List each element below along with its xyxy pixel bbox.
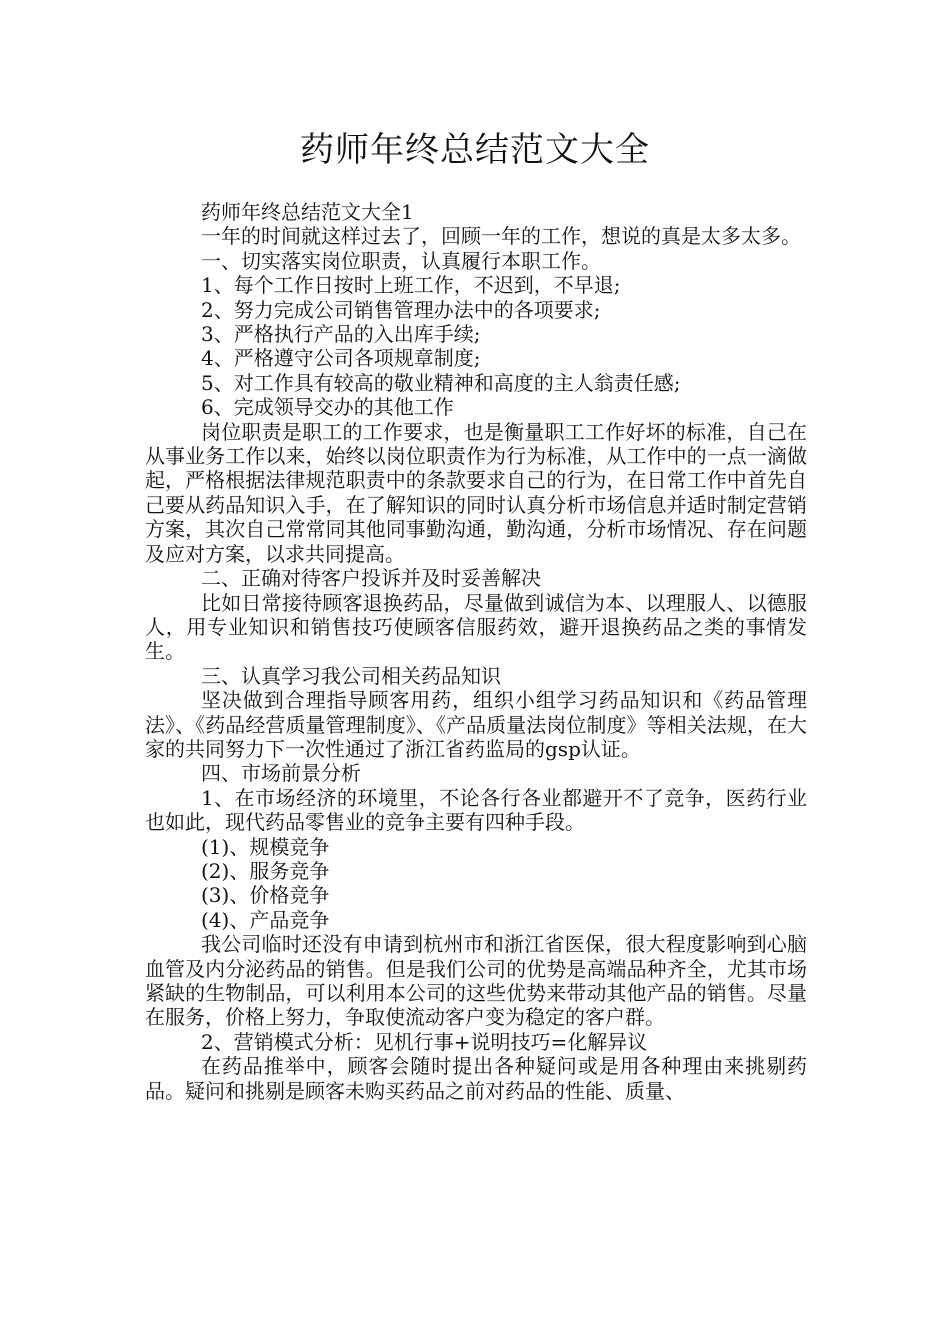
list-item: 6、完成领导交办的其他工作 xyxy=(201,395,454,420)
list-item: 5、对工作具有较高的敬业精神和高度的主人翁责任感; xyxy=(201,370,681,395)
section-heading: 三、认真学习我公司相关药品知识 xyxy=(201,663,501,688)
paragraph: 岗位职责是职工的工作要求，也是衡量职工工作好坏的标准，自己在从事业务工作以来，始终以岗位职责作为行为标准，从工作中的一点一滴做起，严格根据法律规范职责中的条款要求自己的行为，在日常工作中首先自己要从药品知识入手，在了解知识的同时认真分析市场信息并适时制定营销方案，其次自己常常同其他同事勤沟通，勤沟通，分析市场情况、存在问题及应对方案，以求共同提高。 xyxy=(145,419,807,566)
document-body xyxy=(145,200,807,1103)
section-heading: 四、市场前景分析 xyxy=(201,761,361,786)
paragraph: 比如日常接待顾客退换药品，尽量做到诚信为本、以理服人、以德服人，用专业知识和销售技巧使顾客信服药效，避开退换药品之类的事情发生。 xyxy=(145,590,807,664)
paragraph: 一年的时间就这样过去了，回顾一年的工作，想说的真是太多太多。 xyxy=(201,224,801,249)
list-item: 4、严格遵守公司各项规章制度; xyxy=(201,346,481,371)
list-item: (1)、规模竞争 xyxy=(201,834,330,859)
list-item: 3、严格执行产品的入出库手续; xyxy=(201,322,481,347)
paragraph: 我公司临时还没有申请到杭州市和浙江省医保，很大程度影响到心脑血管及内分泌药品的销售。但是我们公司的优势是高端品种齐全，尤其市场紧缺的生物制品，可以利用本公司的这些优势来带动其他产品的销售。尽量在服务，价格上努力，争取使流动客户变为稳定的客户群。 xyxy=(145,932,807,1030)
section-heading: 一、切实落实岗位职责，认真履行本职工作。 xyxy=(201,248,601,273)
section-heading: 2、营销模式分析：见机行事+说明技巧=化解异议 xyxy=(201,1029,648,1054)
list-item: 2、努力完成公司销售管理办法中的各项要求; xyxy=(201,297,601,322)
paragraph: 1、在市场经济的环境里，不论各行各业都避开不了竞争，医药行业也如此，现代药品零售业的竞争主要有四种手段。 xyxy=(145,785,807,835)
paragraph: 坚决做到合理指导顾客用药，组织小组学习药品知识和《药品管理法》、《药品经营质量管理制度》、《产品质量法岗位制度》等相关法规，在大家的共同努力下一次性通过了浙江省药监局的gsp认证。 xyxy=(145,688,807,761)
document-title: 药师年终总结范文大全 xyxy=(300,130,650,170)
paragraph: 在药品推举中，顾客会随时提出各种疑问或是用各种理由来挑剔药品。疑问和挑剔是顾客未购买药品之前对药品的性能、质量、 xyxy=(145,1054,807,1103)
list-item: 1、每个工作日按时上班工作，不迟到，不早退; xyxy=(201,273,621,298)
list-item: (3)、价格竞争 xyxy=(201,883,330,908)
paragraph: 药师年终总结范文大全1 xyxy=(201,200,414,224)
section-heading: 二、正确对待客户投诉并及时妥善解决 xyxy=(201,566,541,591)
list-item: (4)、产品竞争 xyxy=(201,907,330,932)
list-item: (2)、服务竞争 xyxy=(201,858,330,883)
